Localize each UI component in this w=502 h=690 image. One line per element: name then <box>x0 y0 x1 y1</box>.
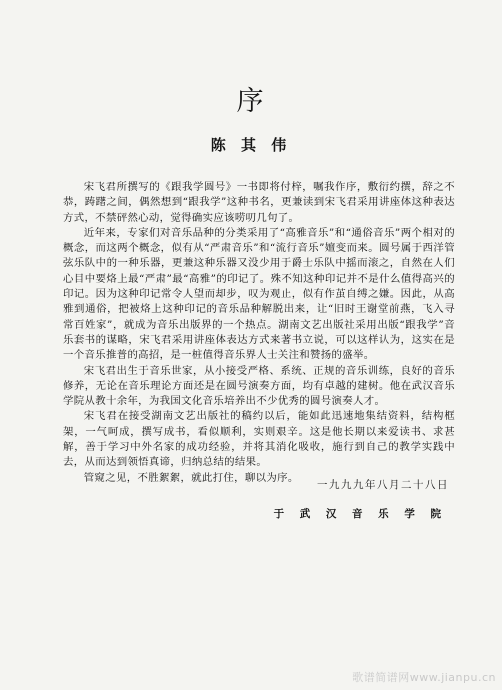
preface-body <box>63 180 455 486</box>
paragraph: 近年来，专家们对音乐品种的分类采用了“高雅音乐”和“通俗音乐”两个相对的概念，而这两个概念，似有从“严肃音乐”和“流行音乐”嬗变而来。圆号属于西洋管弦乐队中的一种乐器，更兼这种乐器又没少用于爵士乐队中摇而滚之，自然在人们心目中要烙上最“严肃”最“高雅”的印记了。殊不知这种印记并不是什么值得高兴的印记。因为这种印记常令人望而却步，叹为观止，似有作茧自缚之嫌。因此，从高雅到通俗，把被烙上这种印记的音乐品种解脱出来，让“旧时王谢堂前燕，飞入寻常百姓家”，就成为音乐出版界的一个热点。湖南文艺出版社采用出版“跟我学”音乐套书的谋略，宋飞君采用讲座体表达方式来著书立说，可以这样认为，这实在是一个音乐推普的高招，是一桩值得音乐界人士关注和赞扬的盛举。 <box>63 226 455 362</box>
paragraph: 宋飞君所撰写的《跟我学圆号》一书即将付梓，嘱我作序，敷衍约撰，辞之不恭，踌躇之间，偶然想到“跟我学”这种书名，更兼读到宋飞君采用讲座体这种表达方式，不禁砰然心动，觉得确实应该唠叨几句了。 <box>63 181 455 224</box>
paragraph: 宋飞君在接受湖南文艺出版社的稿约以后，能如此迅速地集结资料，结构框架，一气呵成，撰写成书，看似顺利，实则艰辛。这是他长期以来爱读书、求甚解，善于学习中外名家的成功经验，并将其消化吸收，施行到自己的教学实践中去，从而达到领悟真谛，归纳总结的结果。 <box>63 410 455 469</box>
site-watermark: 歌谱简谱网www.jianpu.cn <box>352 671 496 684</box>
paragraph: 管窥之见，不胜絮絮，就此打住，聊以为序。 <box>83 471 299 484</box>
preface-title: 序 <box>236 86 266 117</box>
signoff-block <box>274 477 449 523</box>
author-name: 陈 其 伟 <box>210 136 292 154</box>
paragraph: 宋飞君出生于音乐世家，从小接受严格、系统、正规的音乐训练，良好的音乐修养，无论在音乐理论方面还是在圆号演奏方面，均有卓越的建树。他在武汉音乐学院从教十余年，为我国文化音乐培养出不少优秀的圆号演奏人才。 <box>63 364 455 408</box>
signoff-place: 于 武 汉 音 乐 学 院 <box>273 508 447 520</box>
signoff-date: 一九九九年八月二十八日 <box>317 479 449 491</box>
